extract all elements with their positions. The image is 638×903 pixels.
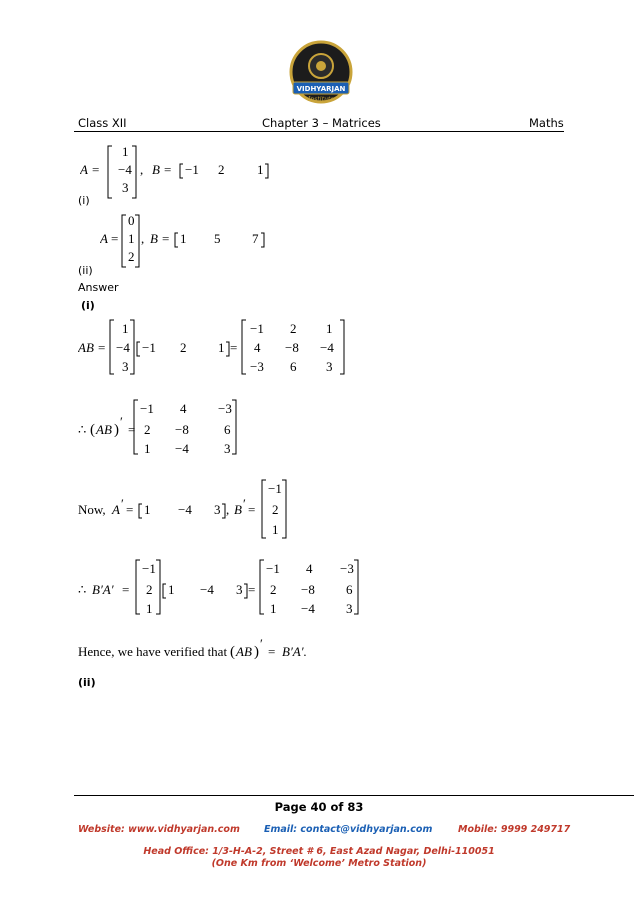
q2-b-1: 1 [180,231,187,246]
svg-text:−4: −4 [200,582,214,597]
footer-mobile: Mobile: 9999 249717 [458,824,571,835]
hence-text: Hence, we have verified that [78,644,228,659]
svg-text:=: = [126,502,134,517]
svg-text:2: 2 [180,340,187,355]
ab-r1c2: 2 [290,321,297,336]
svg-text:A: A [80,162,88,177]
ab-r1c3: 1 [326,321,333,336]
abt-r3c3: 3 [224,441,231,456]
svg-text:∴: ∴ [78,422,87,437]
ab-r3c2: 6 [290,359,297,374]
svg-text:B: B [150,231,158,246]
q1-a-3: 3 [122,180,129,195]
header-class: Class XII [78,116,127,130]
abt-r1c2: 4 [180,401,187,416]
svg-text:AB: AB [236,644,252,659]
part-i-label: (i) [78,194,90,207]
svg-text:=: = [128,422,136,437]
header-subject: Maths [529,116,564,130]
svg-text:=: = [268,644,276,659]
question-ii-matrices [100,210,280,272]
footer-metro: (One Km from ‘Welcome’ Metro Station) [211,858,427,869]
q1-a-2: −4 [118,162,132,177]
svg-text:=: = [248,502,256,517]
svg-text:B′A′: B′A′ [92,582,114,597]
bt-3: 1 [272,522,279,537]
answer-heading: Answer [78,281,119,294]
svg-text:∴: ∴ [78,582,87,597]
at-2: −4 [178,502,192,517]
logo-subtext: Institute [308,96,334,103]
header-chapter: Chapter 3 – Matrices [262,116,381,130]
ab-transpose-equation [78,396,248,460]
abt-r3c2: −4 [175,441,189,456]
btat-r3c2: −4 [301,601,315,616]
q2-a-3: 2 [128,249,135,264]
footer-office: Head Office: 1/3-H-A-2, Street # 6, East Azad Nagar, Delhi-110051 [143,846,495,857]
abt-r1c1: −1 [140,401,154,416]
svg-text:3: 3 [236,582,243,597]
svg-text:′: ′ [121,496,124,511]
svg-text:1: 1 [218,340,225,355]
svg-text:1: 1 [146,601,153,616]
ab-r2c2: −8 [285,340,299,355]
at-3: 3 [214,502,221,517]
svg-text:−1: −1 [142,340,156,355]
svg-text:=: = [230,340,238,355]
svg-text:AB: AB [78,340,94,355]
svg-text:=: = [164,162,172,177]
ab-r2c3: −4 [320,340,334,355]
abt-r1c3: −3 [218,401,232,416]
bt-1: −1 [268,481,282,496]
btat-r2c1: 2 [270,582,277,597]
header-divider [74,131,564,132]
svg-text:−1: −1 [142,561,156,576]
btat-r3c1: 1 [270,601,277,616]
verification-statement [78,638,338,664]
svg-text:,: , [141,231,145,246]
btat-r1c2: 4 [306,561,313,576]
footer-divider [74,795,634,796]
svg-text:−4: −4 [116,340,130,355]
btat-r1c1: −1 [266,561,280,576]
ab-r1c1: −1 [250,321,264,336]
abt-r2c1: 2 [144,422,151,437]
q2-b-3: 7 [252,231,259,246]
ab-r3c1: −3 [250,359,264,374]
btat-r2c2: −8 [301,582,315,597]
answer-ii-label: (ii) [78,676,96,689]
institute-logo [287,40,355,108]
svg-text:2: 2 [146,582,153,597]
svg-text:3: 3 [122,359,129,374]
svg-text:A: A [100,231,108,246]
page-number: Page 40 of 83 [274,800,364,814]
q2-a-1: 0 [128,213,135,228]
q1-a-1: 1 [122,144,129,159]
now-text: Now, [78,502,106,517]
part-ii-label: (ii) [78,264,93,277]
abt-r3c1: 1 [144,441,151,456]
abt-r2c3: 6 [224,422,231,437]
footer-website[interactable]: Website: www.vidhyarjan.com [78,824,240,835]
svg-text:): ) [254,644,259,660]
svg-text:(: ( [90,422,95,438]
svg-text:=: = [248,582,256,597]
svg-text:′: ′ [120,414,123,429]
footer-email[interactable]: Email: contact@vidhyarjan.com [264,824,433,835]
svg-text:AB: AB [96,422,112,437]
question-i-matrices [80,140,300,205]
bt-at-product-equation [78,556,368,620]
svg-text:=: = [122,582,130,597]
svg-text:): ) [114,422,119,438]
svg-text:=: = [162,231,170,246]
answer-i-label: (i) [81,299,95,312]
abt-r2c2: −8 [175,422,189,437]
btat-r2c3: 6 [346,582,353,597]
ab-product-equation [78,316,358,380]
q2-a-2: 1 [128,231,135,246]
svg-text:′: ′ [243,496,246,511]
svg-text:B′A′.: B′A′. [282,644,307,659]
svg-text:=: = [92,162,100,177]
ab-r2c1: 4 [254,340,261,355]
svg-text:,: , [226,502,230,517]
q1-b-3: 1 [257,162,264,177]
svg-text:,: , [140,162,144,177]
btat-r3c3: 3 [346,601,353,616]
svg-text:B: B [152,162,160,177]
q2-b-2: 5 [214,231,221,246]
logo-text: VIDHYARJAN [296,85,346,93]
bt-2: 2 [272,502,279,517]
q1-b-1: −1 [185,162,199,177]
svg-text:′: ′ [260,638,263,651]
svg-text:=: = [111,231,119,246]
at-1: 1 [144,502,151,517]
a-b-transpose-equation [78,476,308,544]
btat-r1c3: −3 [340,561,354,576]
svg-text:1: 1 [168,582,175,597]
ab-r3c3: 3 [326,359,333,374]
q1-b-2: 2 [218,162,225,177]
svg-text:B: B [234,502,242,517]
svg-text:=: = [98,340,106,355]
svg-text:1: 1 [122,321,129,336]
svg-text:A: A [112,502,120,517]
svg-text:(: ( [230,644,235,660]
